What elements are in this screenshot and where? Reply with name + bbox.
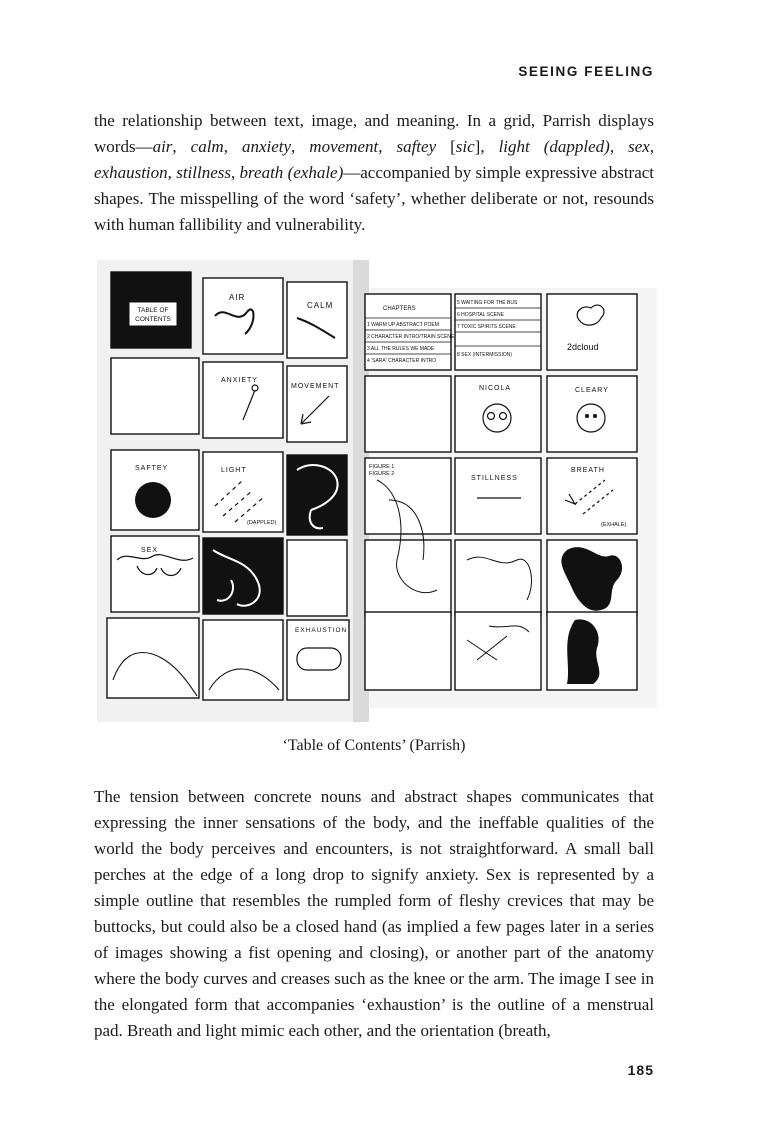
chapter-row-5: 5 WAITING FOR THE BUS bbox=[457, 300, 518, 306]
cell-figures-lying-2 bbox=[203, 620, 283, 700]
cell-movement bbox=[287, 366, 347, 442]
label-light: LIGHT bbox=[221, 467, 247, 474]
cell-stillness bbox=[455, 458, 541, 534]
label-stillness: STILLNESS bbox=[471, 475, 518, 482]
chapter-row-4: 4 'SARA' CHARACTER INTRO bbox=[367, 358, 437, 364]
cell-figure-light bbox=[287, 540, 347, 616]
label-dappled: (DAPPLED) bbox=[247, 520, 277, 526]
body-paragraph-1: the relationship between text, image, and meaning. In a grid, Parrish displays words—air, calm, anxiety, movement, saftey [sic], light (dappled), sex, exhaustion, stillness, breath (exhale)—accompanied by simple expressive abstract shapes. The misspelling of the word ‘safety’, whether deliberate or not, resounds with human fallibility and vulnerability. bbox=[94, 111, 655, 234]
label-air: AIR bbox=[229, 293, 246, 302]
label-breath: BREATH bbox=[571, 467, 605, 474]
chapter-row-3: 3 ALL THE RULES WE MADE bbox=[367, 346, 435, 352]
label-saftey: SAFTEY bbox=[135, 465, 169, 472]
figure-caption: ‘Table of Contents’ (Parrish) bbox=[282, 737, 466, 754]
table-of-contents-figure bbox=[97, 260, 657, 722]
hand-shape-2 bbox=[567, 619, 599, 684]
cell-calm bbox=[287, 282, 347, 358]
cell-blank-left bbox=[111, 358, 199, 434]
toc-label-line2: CONTENTS bbox=[135, 316, 171, 323]
running-head: SEEING FEELING bbox=[518, 64, 654, 79]
cell-figure-dark bbox=[287, 455, 347, 535]
chapter-row-6: 6 HOSPITAL SCENE bbox=[457, 312, 504, 318]
label-cleary: CLEARY bbox=[575, 387, 609, 394]
label-figure1: FIGURE 1 bbox=[369, 464, 395, 470]
saftey-circle bbox=[135, 482, 171, 518]
cell-figure-sketch-3 bbox=[455, 540, 541, 616]
body-paragraph-2: The tension between concrete nouns and abstract shapes communicates that expressing the inner sensations of the body, and the ineffable qualities of the world the body perceives and encounters, is not straightforward. A small ball perches at the edge of a long drop to signify anxiety. Sex is represented by a simple outline that resembles the rumpled form of fleshy crevices that may be buttocks, but could also be a closed hand (as implied a few pages later in a series of images showing a fist opening and closing), or another part of the anatomy where the body curves and creases such as the knee or the arm. The image I see in the elongated form that accompanies ‘exhaustion’ is the outline of a menstrual pad. Breath and light mimic each other, and the orientation (breath, bbox=[94, 787, 654, 1040]
cell-figure-sketch-2 bbox=[365, 540, 451, 616]
cell-publisher bbox=[547, 294, 637, 370]
label-calm: CALM bbox=[307, 301, 334, 310]
cell-figures-lying bbox=[107, 618, 199, 698]
chapter-row-2: 2 CHARACTER INTRO/TRAIN SCENE bbox=[367, 334, 455, 340]
label-anxiety: ANXIETY bbox=[221, 377, 258, 384]
label-figure2: FIGURE 2 bbox=[369, 471, 395, 477]
cell-blank-right-2 bbox=[365, 612, 451, 690]
label-publisher: 2dcloud bbox=[567, 342, 599, 352]
label-exhaustion: EXHAUSTION bbox=[295, 627, 348, 634]
label-nicola: NICOLA bbox=[479, 385, 512, 392]
chapter-row-1: 1 WARM UP ABSTRACT POEM bbox=[367, 322, 439, 328]
cell-blank-right bbox=[365, 376, 451, 452]
toc-label-line1: TABLE OF bbox=[137, 307, 169, 314]
cell-figure-dark-2 bbox=[203, 538, 283, 614]
cell-scribble bbox=[455, 612, 541, 690]
label-exhale: (EXHALE) bbox=[601, 522, 627, 528]
label-chapters: CHAPTERS bbox=[383, 306, 416, 312]
chapter-row-8: 8 SEX (INTERMISSION) bbox=[457, 352, 513, 358]
label-sex: SEX bbox=[141, 547, 159, 554]
cell-anxiety bbox=[203, 362, 283, 438]
label-movement: MOVEMENT bbox=[291, 383, 340, 390]
page-number: 185 bbox=[627, 1062, 654, 1078]
chapter-row-7: 7 TOXIC SPIRITS SCENE bbox=[457, 324, 516, 330]
